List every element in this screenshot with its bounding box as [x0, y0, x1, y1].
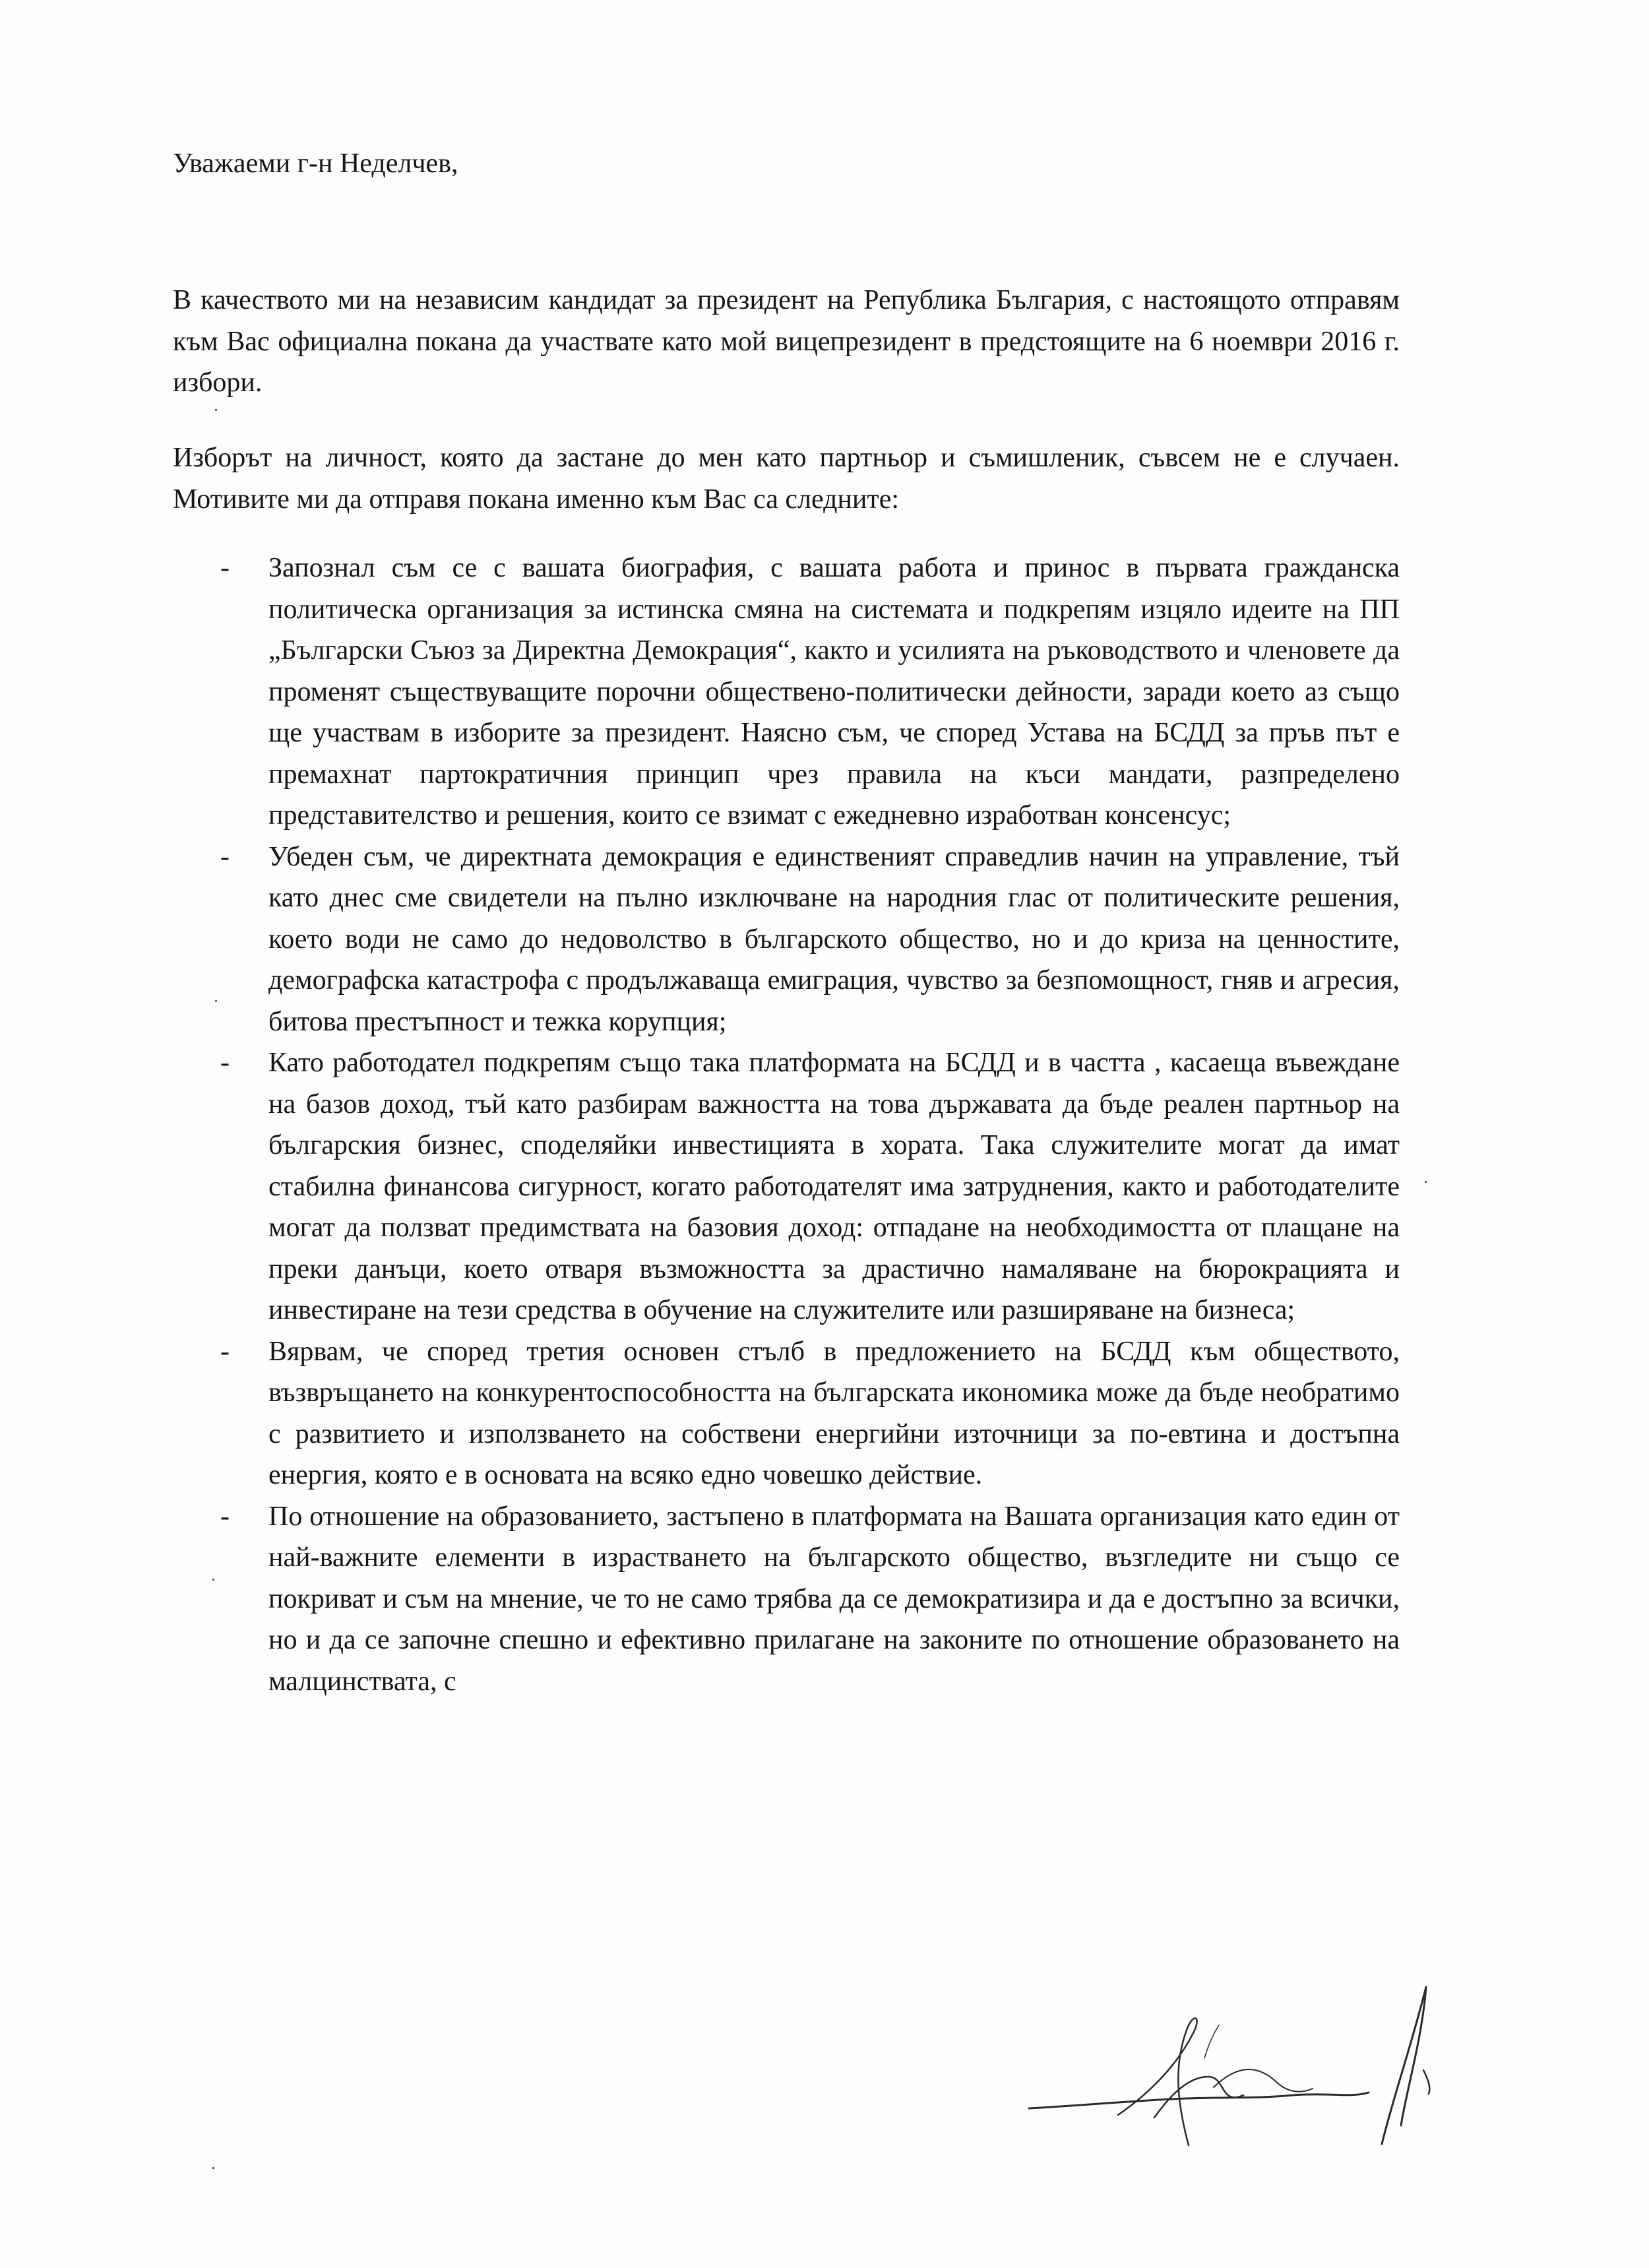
list-item-text: Убеден съм, че директната демокрация е единственият справедлив начин на управление, тъй като днес сме свидетели на пълно изключване на народния глас от политическите решения, което води не само до недоволство в българското общество, но и до криза на ценностите, демографска катастрофа с продължаваща емиграция, чувство за безпомощност, гняв и агресия, битова престъпност и тежка корупция;: [268, 841, 1400, 1037]
list-dash: -: [220, 1048, 230, 1078]
handwritten-signature: [1016, 1953, 1438, 2164]
intro-paragraph: В качеството ми на независим кандидат за президент на Република България, с настоящото отправям към Вас официална покана да участвате като мой вицепрезидент в предстоящите на 6 ноември 2016 г. избори.: [173, 285, 1400, 398]
list-dash: -: [220, 553, 230, 583]
scan-speck: [215, 1000, 217, 1002]
motives-paragraph: Изборът на личност, която да застане до мен като партньор и съмишленик, съвсем не е случаен. Мотивите ми да отправя покана именно към Вас са следните:: [173, 443, 1400, 515]
list-item-text: Вярвам, че според третия основен стълб в предложението на БСДД към обществото, възвръщането на конкурентоспособността на българската икономика може да бъде необратимо с развитието и използването на собствени енергийни източници за по-евтина и достъпна енергия, която е в основата на всяко едно човешко действие.: [268, 1336, 1400, 1490]
list-item-text: Като работодател подкрепям също така платформата на БСДД и в частта , касаеща въвеждане на базов доход, тъй като разбирам важността на това държавата да бъде реален партньор на българския бизнес, споделяйки инвестицията в хората. Така служителите могат да имат стабилна финансова сигурност, когато работодателят има затруднения, както и работодателите могат да ползват предимствата на базовия доход: отпадане на необходимостта от плащане на преки данъци, което отваря възможността за драстично намаляване на бюрокрацията и инвестиране на тези средства в обучение на служителите или разширяване на бизнеса;: [268, 1048, 1400, 1325]
list-item: [173, 1042, 1400, 1331]
scan-speck: [212, 1579, 214, 1581]
scan-speck: [215, 409, 217, 411]
list-item: [173, 1496, 1400, 1703]
list-dash: -: [220, 1501, 230, 1532]
list-item: [173, 836, 1400, 1043]
motives-list: [173, 548, 1400, 1702]
list-item-text: Запознал съм се с вашата биография, с вашата работа и принос в първата гражданска политическа организация за истинска смяна на системата и подкрепям изцяло идеите на ПП „Български Съюз за Директна Демокрация“, както и усилията на ръководството и членовете да променят съществуващите порочни обществено-политически дейности, заради което аз също ще участвам в изборите за президент. Наясно съм, че според Устава на БСДД за пръв път е премахнат партократичния принцип чрез правила на къси мандати, разпределено представителство и решения, които се взимат с ежедневно изработван консенсус;: [268, 553, 1400, 831]
list-dash: -: [220, 841, 230, 872]
list-dash: -: [220, 1336, 230, 1367]
scan-speck: [212, 2167, 214, 2169]
list-item-text: По отношение на образованието, застъпено в платформата на Вашата организация като един от най-важните елементи в израстването на българското общество, възгледите ни също се покриват и съм на мнение, че то не само трябва да се демократизира и да е достъпно за всички, но и да се започне спешно и ефективно прилагане на законите по отношение образоването на малцинствата, с: [268, 1501, 1400, 1697]
list-item: [173, 1331, 1400, 1496]
list-item: [173, 548, 1400, 836]
salutation: Уважаеми г-н Неделчев,: [173, 148, 458, 179]
scan-speck: [1425, 1181, 1427, 1183]
